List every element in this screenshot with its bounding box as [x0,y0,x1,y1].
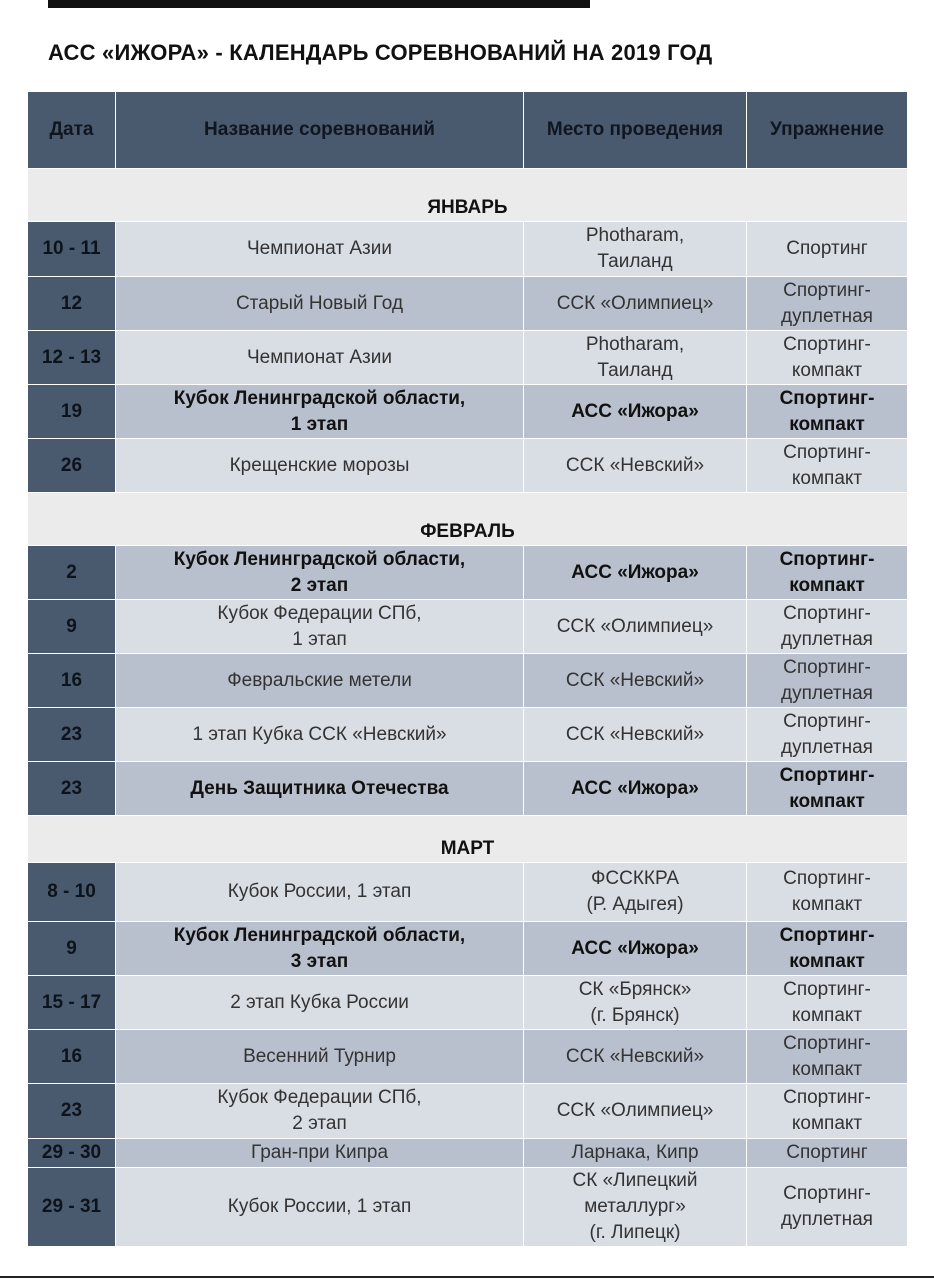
event-exercise [747,439,908,493]
event-name [116,922,524,976]
event-place [524,1084,747,1139]
event-name [116,863,524,922]
cell-line: АСС «Ижора» [571,777,699,799]
event-place [524,976,747,1030]
table-row [28,600,908,654]
event-name [116,546,524,600]
cell-line: Чемпионат Азии [247,238,392,259]
event-exercise [747,277,908,331]
competition-calendar-table [28,92,908,1247]
cell-line: компакт [789,790,865,812]
event-place [524,439,747,493]
cell-line: ССК «Олимпиец» [556,615,714,637]
bottom-divider [0,1276,934,1278]
cell-line: Таиланд [597,251,673,272]
cell-line: Кубок Федерации СПб, [217,1087,422,1108]
cell-line: Спортинг [786,238,868,259]
event-date: 23 [28,1084,116,1139]
cell-line: Спортинг- [783,441,871,463]
cell-line: 1 этап [292,628,347,650]
event-place [524,546,747,600]
event-date: 2 [28,546,116,600]
table-header-row [28,92,908,169]
cell-line: (г. Липецк) [589,1222,681,1243]
table-row [28,708,908,762]
header-date: Дата [28,92,116,169]
cell-line: АСС «Ижора» [571,400,699,422]
cell-line: 2 этап Кубка России [230,991,409,1013]
cell-line: Чемпионат Азии [247,346,392,368]
event-place [524,1030,747,1084]
event-date: 8 - 10 [28,863,116,922]
cell-line: 1 этап [290,413,349,435]
event-date: 26 [28,439,116,493]
event-exercise [747,331,908,385]
cell-line: Спортинг- [779,548,875,570]
event-name [116,439,524,493]
cell-line: Крещенские морозы [229,454,410,476]
event-place [524,1139,747,1168]
event-place [524,331,747,385]
cell-line: дуплетная [781,736,873,758]
event-exercise [747,1030,908,1084]
event-place [524,863,747,922]
top-decorative-bar [48,0,590,8]
table-row [28,546,908,600]
table-row [28,922,908,976]
cell-line: компакт [791,1004,863,1026]
cell-line: ССК «Невский» [565,723,705,745]
event-date: 12 [28,277,116,331]
event-exercise [747,863,908,922]
event-place [524,922,747,976]
event-name [116,331,524,385]
cell-line: Кубок России, 1 этап [227,1196,412,1217]
event-place [524,708,747,762]
cell-line: компакт [789,950,865,972]
header-name: Название соревнований [116,92,524,169]
cell-line: дуплетная [781,1209,873,1230]
month-separator-row [28,169,908,222]
page-title: АСС «ИЖОРА» - КАЛЕНДАРЬ СОРЕВНОВАНИЙ НА 2019 ГОД [48,40,713,65]
cell-line: СК «Липецкий [572,1170,698,1191]
cell-line: Кубок Ленинградской области, [173,924,466,946]
cell-line: Старый Новый Год [235,292,404,314]
table-row [28,654,908,708]
cell-line: ССК «Олимпиец» [556,1100,714,1121]
event-date: 15 - 17 [28,976,116,1030]
event-exercise [747,222,908,277]
table-row [28,762,908,816]
cell-line: Спортинг- [783,1183,871,1204]
event-date: 29 - 30 [28,1139,116,1168]
event-name [116,1139,524,1168]
event-exercise [747,654,908,708]
cell-line: Спортинг- [783,710,871,732]
event-exercise [747,922,908,976]
event-name [116,1168,524,1247]
event-exercise [747,1139,908,1168]
table-row [28,863,908,922]
cell-line: Спортинг [786,1142,868,1163]
event-exercise [747,1168,908,1247]
event-name [116,1030,524,1084]
table-row [28,385,908,439]
event-place [524,762,747,816]
event-place [524,1168,747,1247]
month-name: ФЕВРАЛЬ [28,493,908,546]
cell-line: ССК «Невский» [565,669,705,691]
table-row [28,222,908,277]
table-row [28,277,908,331]
cell-line: Весенний Турнир [243,1045,396,1067]
event-place [524,600,747,654]
cell-line: Кубок Ленинградской области, [173,548,466,570]
event-name [116,277,524,331]
cell-line: Спортинг- [779,764,875,786]
cell-line: Спортинг- [783,1087,871,1108]
cell-line: дуплетная [781,305,873,327]
header-exercise: Упражнение [747,92,908,169]
cell-line: ФССККРА [590,868,680,889]
event-name [116,385,524,439]
cell-line: компакт [789,574,865,596]
event-date: 19 [28,385,116,439]
cell-line: дуплетная [781,682,873,704]
event-name [116,708,524,762]
cell-line: Спортинг- [783,1032,871,1054]
event-exercise [747,385,908,439]
table-row [28,1084,908,1139]
event-place [524,385,747,439]
cell-line: компакт [791,1113,863,1134]
event-exercise [747,762,908,816]
event-name [116,654,524,708]
cell-line: (г. Брянск) [590,1004,680,1026]
event-date: 29 - 31 [28,1168,116,1247]
cell-line: (Р. Адыгея) [586,894,684,915]
cell-line: Спортинг- [783,868,871,889]
cell-line: Гран-при Кипра [250,1142,389,1163]
month-separator-row [28,493,908,546]
event-date: 12 - 13 [28,331,116,385]
cell-line: компакт [791,467,863,489]
event-place [524,222,747,277]
cell-line: 2 этап [290,574,349,596]
event-exercise [747,600,908,654]
event-place [524,277,747,331]
cell-line: компакт [791,894,863,915]
cell-line: ССК «Невский» [565,454,705,476]
cell-line: Photharam, [585,333,685,355]
cell-line: АСС «Ижора» [571,937,699,959]
cell-line: Кубок Ленинградской области, [173,387,466,409]
cell-line: 2 этап [292,1113,347,1134]
cell-line: Photharam, [585,225,685,246]
cell-line: 3 этап [290,950,349,972]
cell-line: Спортинг- [783,279,871,301]
cell-line: Спортинг- [783,333,871,355]
cell-line: металлург» [584,1196,686,1217]
table-row [28,331,908,385]
event-name [116,976,524,1030]
table-row [28,1168,908,1247]
table-body [28,169,908,1247]
cell-line: Спортинг- [779,387,875,409]
event-exercise [747,1084,908,1139]
event-date: 9 [28,922,116,976]
event-name [116,762,524,816]
table-row [28,1030,908,1084]
header-place: Место проведения [524,92,747,169]
cell-line: компакт [791,1058,863,1080]
event-exercise [747,708,908,762]
cell-line: дуплетная [781,628,873,650]
event-name [116,1084,524,1139]
event-date: 16 [28,654,116,708]
cell-line: Спортинг- [783,978,871,1000]
cell-line: День Защитника Отечества [190,777,449,799]
cell-line: АСС «Ижора» [571,561,699,583]
cell-line: Таиланд [597,359,673,381]
month-name: МАРТ [28,816,908,863]
table-row [28,976,908,1030]
event-place [524,654,747,708]
event-date: 23 [28,762,116,816]
event-date: 10 - 11 [28,222,116,277]
cell-line: компакт [791,359,863,381]
cell-line: компакт [789,413,865,435]
cell-line: 1 этап Кубка ССК «Невский» [192,723,447,745]
month-separator-row [28,816,908,863]
table-row [28,1139,908,1168]
table-row [28,439,908,493]
cell-line: ССК «Олимпиец» [556,292,714,314]
event-date: 9 [28,600,116,654]
month-name: ЯНВАРЬ [28,169,908,222]
event-name [116,600,524,654]
cell-line: Февральские метели [227,669,412,691]
cell-line: Кубок Федерации СПб, [217,602,422,624]
event-date: 16 [28,1030,116,1084]
event-exercise [747,546,908,600]
cell-line: Спортинг- [779,924,875,946]
cell-line: ССК «Невский» [565,1045,705,1067]
cell-line: СК «Брянск» [578,978,692,1000]
cell-line: Ларнака, Кипр [571,1142,699,1163]
cell-line: Спортинг- [783,656,871,678]
cell-line: Спортинг- [783,602,871,624]
event-date: 23 [28,708,116,762]
event-name [116,222,524,277]
event-exercise [747,976,908,1030]
cell-line: Кубок России, 1 этап [227,881,412,902]
